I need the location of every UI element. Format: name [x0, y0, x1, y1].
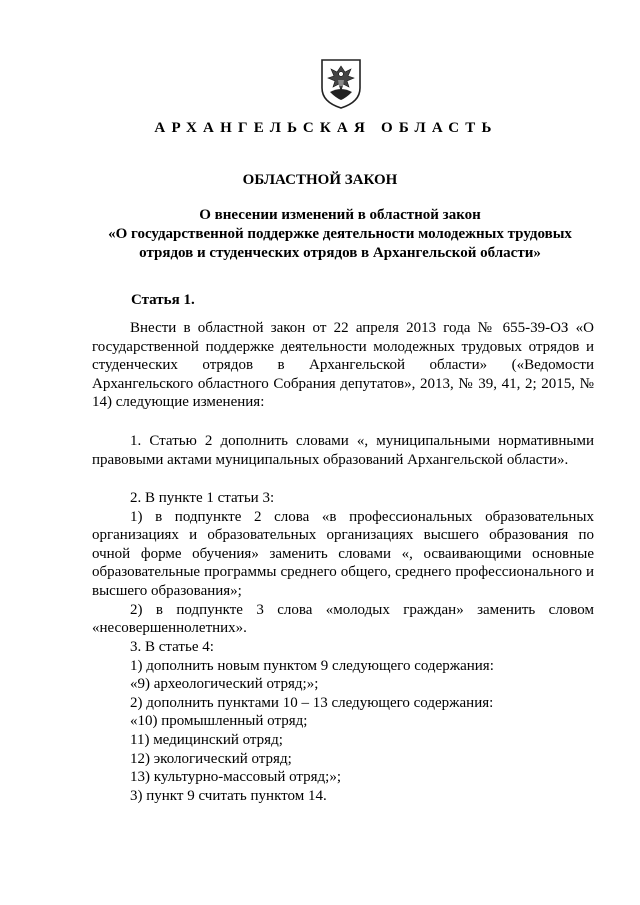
item-3-block — [92, 638, 594, 805]
item-3-line: «9) археологический отряд;»; — [130, 676, 319, 693]
item-3-line: «10) промышленный отряд; — [130, 713, 308, 730]
document-type: ОБЛАСТНОЙ ЗАКОН — [242, 172, 398, 188]
law-title — [70, 206, 610, 263]
item-2-block — [92, 489, 594, 638]
item-3-line: 1) дополнить новым пунктом 9 следующего содержания: — [130, 657, 494, 674]
item-2-heading: 2. В пункте 1 статьи 3: — [130, 490, 275, 506]
article-heading: Статья 1. — [131, 292, 195, 308]
region-heading: АРХАНГЕЛЬСКАЯ ОБЛАСТЬ — [154, 120, 498, 136]
item-2-subitem-2: 2) в подпункте 3 слова «молодых граждан» заменить словом «несовершеннолетних». — [92, 601, 594, 637]
item-3-line: 11) медицинский отряд; — [130, 731, 283, 748]
item-3-line: 12) экологический отряд; — [130, 750, 292, 767]
item-3-line: 2) дополнить пунктами 10 – 13 следующего содержания: — [130, 694, 494, 711]
article-intro: Внести в областной закон от 22 апреля 2013 года № 655-39-ОЗ «О государственной поддержке деятельности молодежных трудовых отрядов и студенческих отрядов в Архангельской области» («Ведомости Архангельского областного Собрания депутатов», 2013, № 39, 41, 2; 2015, № 14) следующие изменения: — [92, 320, 594, 411]
law-title-line: отрядов и студенческих отрядов в Архангельской области» — [139, 245, 541, 261]
item-1: 1. Статью 2 дополнить словами «, муниципальными нормативными правовыми актами муниципальных образований Архангельской области». — [92, 433, 594, 468]
law-title-line: О внесении изменений в областной закон — [199, 207, 481, 223]
article-intro-block — [92, 319, 594, 412]
arkhangelsk-coat-of-arms-icon — [318, 56, 364, 110]
item-2-subitem-1: 1) в подпункте 2 слова «в профессиональных образовательных организациях и образовательных организациях высшего образования по очной форме обучения» заменить словами «, осваивающими основные образовательные программы среднего общего, среднего профессионального и высшего образования»; — [92, 508, 594, 599]
item-3-line: 13) культурно-массовый отряд;»; — [130, 769, 342, 786]
item-3-line: 3. В статье 4: — [130, 639, 214, 655]
law-title-line: «О государственной поддержке деятельности молодежных трудовых — [108, 226, 572, 242]
item-3-line: 3) пункт 9 считать пунктом 14. — [130, 787, 327, 804]
item-1-block — [92, 432, 594, 469]
